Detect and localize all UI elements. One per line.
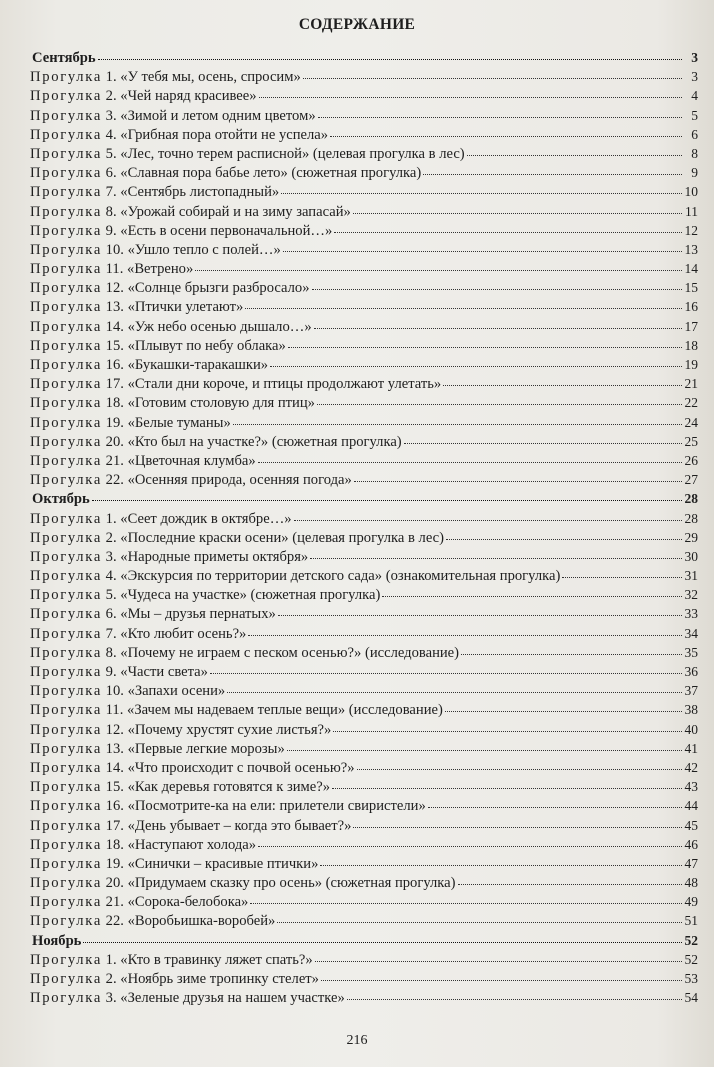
leader-dots bbox=[233, 412, 682, 425]
toc-entry bbox=[30, 566, 698, 585]
entry-title bbox=[30, 87, 257, 106]
entry-title bbox=[30, 548, 308, 567]
entry-word: Прогулка bbox=[30, 452, 103, 469]
toc-month-heading bbox=[32, 931, 698, 950]
toc-entry bbox=[30, 202, 698, 221]
leader-dots bbox=[445, 699, 682, 712]
entry-word: Прогулка bbox=[30, 88, 103, 105]
entry-page: 25 bbox=[684, 433, 698, 449]
entry-text: 19. «Синички – красивые птички» bbox=[105, 855, 319, 872]
entry-page: 22 bbox=[684, 395, 698, 411]
leader-dots bbox=[310, 546, 682, 559]
entry-text: 17. «Стали дни короче, и птицы продолжают улетать» bbox=[105, 376, 442, 393]
entry-title bbox=[30, 759, 355, 778]
toc-entry bbox=[30, 317, 698, 336]
toc-entry bbox=[30, 988, 698, 1007]
entry-text: 5. «Лес, точно терем расписной» (целевая прогулка в лес) bbox=[105, 145, 465, 162]
entry-page: 18 bbox=[684, 337, 698, 353]
table-of-contents bbox=[30, 48, 698, 1007]
toc-entry bbox=[30, 106, 698, 125]
toc-entry bbox=[30, 297, 698, 316]
entry-text: 19. «Белые туманы» bbox=[105, 414, 231, 431]
entry-text: 13. «Первые легкие морозы» bbox=[105, 740, 285, 757]
page-number: 216 bbox=[346, 1033, 368, 1048]
entry-page: 34 bbox=[684, 625, 698, 641]
entry-word: Прогулка bbox=[30, 817, 103, 834]
entry-text: 7. «Сентябрь листопадный» bbox=[105, 184, 280, 201]
leader-dots bbox=[317, 392, 682, 405]
entry-page: 51 bbox=[684, 913, 698, 929]
entry-page: 46 bbox=[684, 836, 698, 852]
leader-dots bbox=[461, 642, 682, 655]
entry-page: 5 bbox=[691, 107, 698, 123]
toc-entry bbox=[30, 470, 698, 489]
entry-text: 9. «Есть в осени первоначальной…» bbox=[105, 222, 333, 239]
toc-month-heading bbox=[32, 489, 698, 508]
entry-page: 35 bbox=[684, 644, 698, 660]
entry-word: Прогулка bbox=[30, 395, 103, 412]
entry-word: Прогулка bbox=[30, 855, 103, 872]
entry-title bbox=[30, 836, 256, 855]
entry-page: 33 bbox=[684, 606, 698, 622]
entry-word: Прогулка bbox=[30, 280, 103, 297]
entry-page: 40 bbox=[684, 721, 698, 737]
entry-page: 49 bbox=[684, 894, 698, 910]
entry-page: 54 bbox=[684, 990, 698, 1006]
entry-text: 15. «Как деревья готовятся к зиме?» bbox=[105, 779, 331, 796]
entry-text: 18. «Готовим столовую для птиц» bbox=[105, 395, 315, 412]
entry-text: 6. «Мы – друзья пернатых» bbox=[105, 606, 276, 623]
entry-word: Прогулка bbox=[30, 222, 103, 239]
entry-word: Прогулка bbox=[30, 894, 103, 911]
entry-text: 4. «Экскурсия по территории детского сада» (ознакомительная прогулка) bbox=[105, 568, 561, 585]
entry-text: 5. «Чудеса на участке» (сюжетная прогулка) bbox=[105, 587, 381, 604]
entry-text: 8. «Урожай собирай и на зиму запасай» bbox=[105, 203, 351, 220]
toc-entry bbox=[30, 720, 698, 739]
toc-entry bbox=[30, 777, 698, 796]
toc-entry bbox=[30, 700, 698, 719]
leader-dots bbox=[404, 431, 682, 444]
entry-text: 4. «Грибная пора отойти не успела» bbox=[105, 126, 329, 143]
leader-dots bbox=[98, 47, 682, 60]
toc-entry bbox=[30, 643, 698, 662]
toc-entry bbox=[30, 758, 698, 777]
entry-text: 2. «Чей наряд красивее» bbox=[105, 88, 257, 105]
leader-dots bbox=[258, 834, 682, 847]
leader-dots bbox=[423, 162, 682, 175]
entry-title bbox=[30, 260, 193, 279]
entry-page: 41 bbox=[684, 740, 698, 756]
toc-entry bbox=[30, 528, 698, 547]
toc-entry bbox=[30, 182, 698, 201]
entry-title bbox=[30, 740, 285, 759]
entry-page: 29 bbox=[684, 529, 698, 545]
leader-dots bbox=[467, 143, 682, 156]
entry-page: 47 bbox=[684, 855, 698, 871]
toc-entry bbox=[30, 816, 698, 835]
entry-word: Прогулка bbox=[30, 241, 103, 258]
entry-text: 2. «Ноябрь зиме тропинку стелет» bbox=[105, 971, 319, 987]
entry-page: 21 bbox=[684, 376, 698, 392]
entry-page: 26 bbox=[684, 452, 698, 468]
entry-text: 22. «Осенняя природа, осенняя погода» bbox=[105, 472, 352, 489]
entry-text: 6. «Славная пора бабье лето» (сюжетная прогулка) bbox=[105, 165, 422, 182]
toc-entry bbox=[30, 221, 698, 240]
leader-dots bbox=[458, 872, 683, 885]
leader-dots bbox=[227, 680, 682, 693]
leader-dots bbox=[334, 220, 682, 233]
leader-dots bbox=[347, 987, 682, 1000]
leader-dots bbox=[318, 105, 682, 118]
entry-page: 14 bbox=[684, 261, 698, 277]
entry-page: 4 bbox=[691, 88, 698, 104]
leader-dots bbox=[259, 85, 682, 98]
entry-title bbox=[30, 414, 231, 433]
entry-text: 7. «Кто любит осень?» bbox=[105, 625, 247, 642]
entry-page: 3 bbox=[691, 69, 698, 85]
entry-title bbox=[30, 183, 279, 202]
leader-dots bbox=[287, 738, 682, 751]
toc-entry bbox=[30, 739, 698, 758]
entry-title bbox=[30, 337, 286, 356]
entry-page: 24 bbox=[684, 414, 698, 430]
month-name: Сентябрь bbox=[32, 50, 96, 66]
entry-text: 16. «Посмотрите-ка на ели: прилетели свиристели» bbox=[105, 798, 426, 815]
entry-text: 15. «Плывут по небу облака» bbox=[105, 337, 286, 354]
leader-dots bbox=[250, 891, 682, 904]
entry-word: Прогулка bbox=[30, 299, 103, 316]
leader-dots bbox=[277, 910, 682, 923]
entry-word: Прогулка bbox=[30, 510, 103, 527]
entry-word: Прогулка bbox=[30, 606, 103, 623]
entry-text: 10. «Запахи осени» bbox=[105, 683, 226, 700]
entry-text: 13. «Птички улетают» bbox=[105, 299, 244, 316]
entry-page: 19 bbox=[684, 357, 698, 372]
leader-dots bbox=[562, 565, 682, 578]
leader-dots bbox=[321, 968, 682, 981]
entry-title bbox=[30, 605, 276, 624]
entry-text: 14. «Что происходит с почвой осенью?» bbox=[105, 759, 355, 776]
entry-page: 27 bbox=[684, 472, 698, 488]
entry-page: 12 bbox=[684, 222, 698, 238]
leader-dots bbox=[294, 508, 682, 521]
leader-dots bbox=[210, 661, 682, 674]
entry-word: Прогулка bbox=[30, 529, 103, 546]
entry-text: 12. «Почему хрустят сухие листья?» bbox=[105, 721, 332, 738]
toc-entry bbox=[30, 432, 698, 451]
toc-entry bbox=[30, 969, 698, 988]
entry-text: 21. «Цветочная клумба» bbox=[105, 452, 256, 469]
entry-word: Прогулка bbox=[30, 203, 103, 220]
entry-title bbox=[30, 203, 351, 222]
leader-dots bbox=[281, 181, 682, 194]
toc-entry bbox=[30, 796, 698, 815]
leader-dots bbox=[382, 584, 682, 597]
entry-word: Прогулка bbox=[30, 548, 103, 565]
leader-dots bbox=[330, 124, 682, 137]
entry-page: 6 bbox=[691, 126, 698, 142]
entry-title bbox=[30, 318, 312, 337]
entry-word: Прогулка bbox=[30, 913, 103, 930]
leader-dots bbox=[332, 776, 682, 789]
entry-text: 11. «Зачем мы надеваем теплые вещи» (исследование) bbox=[105, 702, 443, 719]
toc-entry bbox=[30, 67, 698, 86]
leader-dots bbox=[353, 815, 682, 828]
entry-text: 17. «День убывает – когда это бывает?» bbox=[105, 817, 352, 834]
toc-entry bbox=[30, 393, 698, 412]
entry-word: Прогулка bbox=[30, 798, 103, 815]
entry-word: Прогулка bbox=[30, 664, 103, 680]
entry-text: 20. «Придумаем сказку про осень» (сюжетная прогулка) bbox=[105, 875, 456, 892]
entry-word: Прогулка bbox=[30, 740, 103, 757]
month-page: 52 bbox=[684, 932, 698, 948]
toc-entry bbox=[30, 86, 698, 105]
toc-entry bbox=[30, 624, 698, 643]
leader-dots bbox=[357, 757, 682, 770]
entry-title bbox=[30, 778, 330, 797]
entry-text: 8. «Почему не играем с песком осенью?» (исследование) bbox=[105, 644, 460, 661]
entry-word: Прогулка bbox=[30, 587, 103, 604]
leader-dots bbox=[353, 201, 682, 214]
toc-entry bbox=[30, 355, 698, 374]
toc-entry bbox=[30, 240, 698, 259]
entry-title bbox=[30, 663, 208, 682]
month-page: 3 bbox=[691, 50, 698, 65]
leader-dots bbox=[314, 316, 682, 329]
leader-dots bbox=[443, 373, 682, 386]
toc-entry bbox=[30, 413, 698, 432]
entry-title bbox=[30, 682, 225, 701]
leader-dots bbox=[320, 853, 682, 866]
leader-dots bbox=[278, 603, 682, 616]
toc-entry bbox=[30, 892, 698, 911]
leader-dots bbox=[288, 335, 682, 348]
entry-text: 1. «У тебя мы, осень, спросим» bbox=[105, 69, 301, 86]
entry-word: Прогулка bbox=[30, 414, 103, 431]
toc-entry bbox=[30, 835, 698, 854]
entry-title bbox=[30, 126, 328, 145]
leader-dots bbox=[303, 66, 682, 79]
toc-entry bbox=[30, 509, 698, 528]
toc-entry bbox=[30, 278, 698, 297]
entry-page: 11 bbox=[685, 203, 698, 219]
entry-word: Прогулка bbox=[30, 625, 103, 642]
entry-page: 42 bbox=[684, 759, 698, 775]
entry-page: 32 bbox=[684, 587, 698, 603]
leader-dots bbox=[428, 795, 682, 808]
entry-page: 13 bbox=[684, 241, 698, 257]
entry-text: 20. «Кто был на участке?» (сюжетная прогулка) bbox=[105, 433, 402, 450]
entry-word: Прогулка bbox=[30, 145, 103, 162]
entry-word: Прогулка bbox=[30, 702, 103, 719]
entry-word: Прогулка bbox=[30, 875, 103, 892]
entry-word: Прогулка bbox=[30, 433, 103, 450]
entry-word: Прогулка bbox=[30, 184, 103, 201]
entry-text: 2. «Последние краски осени» (целевая прогулка в лес) bbox=[105, 529, 444, 546]
entry-text: 9. «Части света» bbox=[105, 664, 208, 680]
month-page: 28 bbox=[684, 491, 698, 507]
entry-word: Прогулка bbox=[30, 644, 103, 661]
leader-dots bbox=[333, 719, 682, 732]
entry-text: 10. «Ушло тепло с полей…» bbox=[105, 241, 281, 258]
entry-page: 53 bbox=[684, 971, 698, 986]
entry-word: Прогулка bbox=[30, 990, 103, 1007]
leader-dots bbox=[83, 930, 682, 943]
entry-page: 38 bbox=[684, 702, 698, 718]
entry-word: Прогулка bbox=[30, 971, 103, 987]
entry-word: Прогулка bbox=[30, 683, 103, 700]
month-name: Октябрь bbox=[32, 491, 90, 508]
entry-title bbox=[30, 855, 318, 874]
toc-entry bbox=[30, 911, 698, 930]
toc-entry bbox=[30, 144, 698, 163]
entry-page: 45 bbox=[684, 817, 698, 833]
entry-text: 21. «Сорока-белобока» bbox=[105, 894, 249, 911]
toc-entry bbox=[30, 854, 698, 873]
leader-dots bbox=[92, 488, 682, 501]
leader-dots bbox=[258, 450, 682, 463]
toc-entry bbox=[30, 547, 698, 566]
entry-page: 9 bbox=[691, 165, 698, 181]
entry-page: 17 bbox=[684, 318, 698, 334]
leader-dots bbox=[270, 354, 682, 367]
entry-text: 1. «Кто в травинку ляжет спать?» bbox=[105, 951, 313, 968]
entry-word: Прогулка bbox=[30, 568, 103, 585]
entry-page: 43 bbox=[684, 779, 698, 795]
entry-word: Прогулка bbox=[30, 721, 103, 738]
entry-title bbox=[30, 970, 319, 989]
entry-page: 16 bbox=[684, 299, 698, 315]
entry-text: 11. «Ветрено» bbox=[105, 261, 194, 278]
entry-page: 36 bbox=[684, 664, 698, 679]
entry-text: 22. «Воробьишка-воробей» bbox=[105, 913, 276, 930]
entry-word: Прогулка bbox=[30, 472, 103, 489]
entry-title bbox=[30, 989, 345, 1008]
toc-entry bbox=[30, 163, 698, 182]
entry-word: Прогулка bbox=[30, 836, 103, 853]
leader-dots bbox=[195, 258, 682, 271]
toc-entry bbox=[30, 336, 698, 355]
entry-page: 52 bbox=[684, 951, 698, 967]
toc-month-heading bbox=[32, 48, 698, 67]
entry-text: 1. «Сеет дождик в октябре…» bbox=[105, 510, 292, 527]
leader-dots bbox=[354, 469, 682, 482]
toc-entry bbox=[30, 662, 698, 681]
entry-title bbox=[30, 452, 256, 471]
entry-title bbox=[30, 625, 246, 644]
entry-title bbox=[30, 893, 248, 912]
entry-text: 16. «Букашки-таракашки» bbox=[105, 357, 269, 373]
entry-title bbox=[30, 298, 243, 317]
entry-page: 28 bbox=[684, 510, 698, 526]
entry-word: Прогулка bbox=[30, 357, 103, 373]
page-title: СОДЕРЖАНИЕ bbox=[298, 16, 416, 33]
toc-entry bbox=[30, 125, 698, 144]
entry-word: Прогулка bbox=[30, 126, 103, 143]
leader-dots bbox=[312, 277, 682, 290]
entry-word: Прогулка bbox=[30, 69, 103, 86]
leader-dots bbox=[446, 527, 682, 540]
entry-text: 14. «Уж небо осенью дышало…» bbox=[105, 318, 312, 335]
entry-page: 31 bbox=[684, 568, 698, 584]
entry-title bbox=[30, 356, 268, 375]
toc-entry bbox=[30, 873, 698, 892]
entry-word: Прогулка bbox=[30, 165, 103, 182]
toc-entry bbox=[30, 604, 698, 623]
leader-dots bbox=[283, 239, 682, 252]
entry-text: 3. «Зимой и летом одним цветом» bbox=[105, 107, 316, 124]
entry-page: 37 bbox=[684, 683, 698, 699]
toc-entry bbox=[30, 950, 698, 969]
entry-word: Прогулка bbox=[30, 261, 103, 278]
leader-dots bbox=[315, 949, 682, 962]
entry-word: Прогулка bbox=[30, 337, 103, 354]
toc-entry bbox=[30, 374, 698, 393]
entry-title bbox=[30, 107, 316, 126]
entry-word: Прогулка bbox=[30, 951, 103, 968]
entry-word: Прогулка bbox=[30, 376, 103, 393]
entry-title bbox=[30, 510, 292, 529]
entry-text: 12. «Солнце брызги разбросало» bbox=[105, 280, 310, 297]
toc-entry bbox=[30, 451, 698, 470]
leader-dots bbox=[248, 623, 682, 636]
month-name: Ноябрь bbox=[32, 932, 82, 949]
entry-page: 30 bbox=[684, 548, 698, 564]
entry-word: Прогулка bbox=[30, 107, 103, 124]
entry-page: 15 bbox=[684, 280, 698, 296]
toc-entry bbox=[30, 681, 698, 700]
entry-text: 3. «Народные приметы октября» bbox=[105, 548, 309, 565]
entry-text: 3. «Зеленые друзья на нашем участке» bbox=[105, 990, 345, 1007]
entry-page: 10 bbox=[684, 184, 698, 200]
entry-page: 8 bbox=[691, 145, 698, 161]
toc-entry bbox=[30, 259, 698, 278]
toc-entry bbox=[30, 585, 698, 604]
entry-word: Прогулка bbox=[30, 759, 103, 776]
entry-title bbox=[30, 951, 313, 970]
entry-word: Прогулка bbox=[30, 318, 103, 335]
entry-page: 48 bbox=[684, 875, 698, 891]
entry-page: 44 bbox=[684, 798, 698, 814]
entry-text: 18. «Наступают холода» bbox=[105, 836, 257, 853]
leader-dots bbox=[245, 296, 682, 309]
entry-title bbox=[30, 145, 465, 164]
entry-word: Прогулка bbox=[30, 779, 103, 796]
